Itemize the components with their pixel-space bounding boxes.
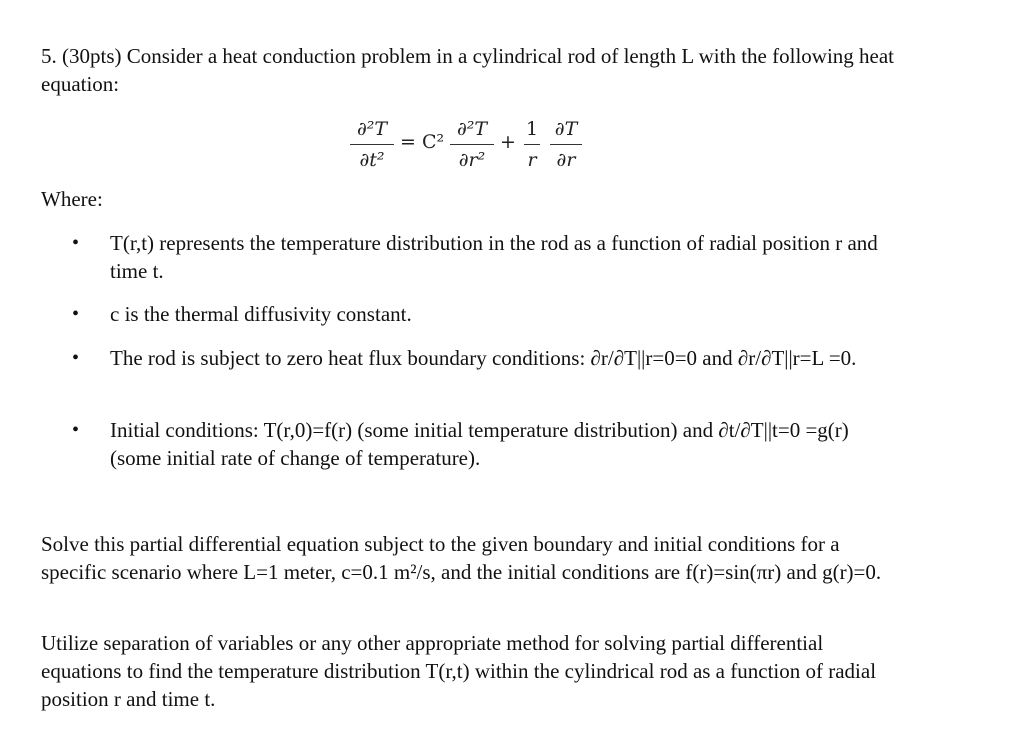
bullet-marker: • [72,419,80,441]
bullet-item-diffusivity: c is the thermal diffusivity constant. [110,302,412,326]
term1-numerator: ∂²T [456,118,488,140]
term1-fraction [450,116,494,173]
bullet-marker: • [72,347,80,369]
fraction-bar [550,144,582,145]
lhs-denominator: ∂t² [359,149,385,171]
bullet-item-initial-conditions: Initial conditions: T(r,0)=f(r) (some initial temperature distribution) and ∂t/∂T||t=0 =g(r) (some initial rate of change of temperature). [110,418,849,470]
term1-denominator: ∂r² [458,149,486,171]
fraction-bar [350,144,394,145]
term2-numerator: ∂T [554,118,578,140]
fraction-bar [450,144,494,145]
coef-numerator: 1 [525,118,539,140]
lhs-fraction [350,116,394,173]
coef-fraction [524,116,540,173]
equals-c-squared: = C² [400,131,445,153]
problem-intro [41,42,901,98]
bullet-marker: • [72,232,80,254]
bullet-item-boundary-conditions: The rod is subject to zero heat flux boundary conditions: ∂r/∂T||r=0=0 and ∂r/∂T||r=L =0. [110,346,857,370]
solve-paragraph: Solve this partial differential equation subject to the given boundary and initial conditions for a specific scenario where L=1 meter, c=0.1 m²/s, and the initial conditions are f(r)=sin(πr) and g(r)=0. [41,532,882,584]
plus-sign: + [500,131,516,153]
where-label: Where: [41,187,103,211]
method-paragraph: Utilize separation of variables or any other appropriate method for solving partial differential equations to find the temperature distribution T(r,t) within the cylindrical rod as a function of radial position r and time t. [41,631,877,711]
lhs-numerator: ∂²T [356,118,388,140]
term2-fraction [550,116,582,173]
coef-denominator: r [527,149,537,171]
bullet-item-temperature: T(r,t) represents the temperature distribution in the rod as a function of radial position r and time t. [110,231,878,283]
intro-text: 5. (30pts) Consider a heat conduction problem in a cylindrical rod of length L with the following heat equation: [41,44,895,96]
bullet-marker: • [72,303,80,325]
term2-denominator: ∂r [556,149,576,171]
fraction-bar [524,144,540,145]
